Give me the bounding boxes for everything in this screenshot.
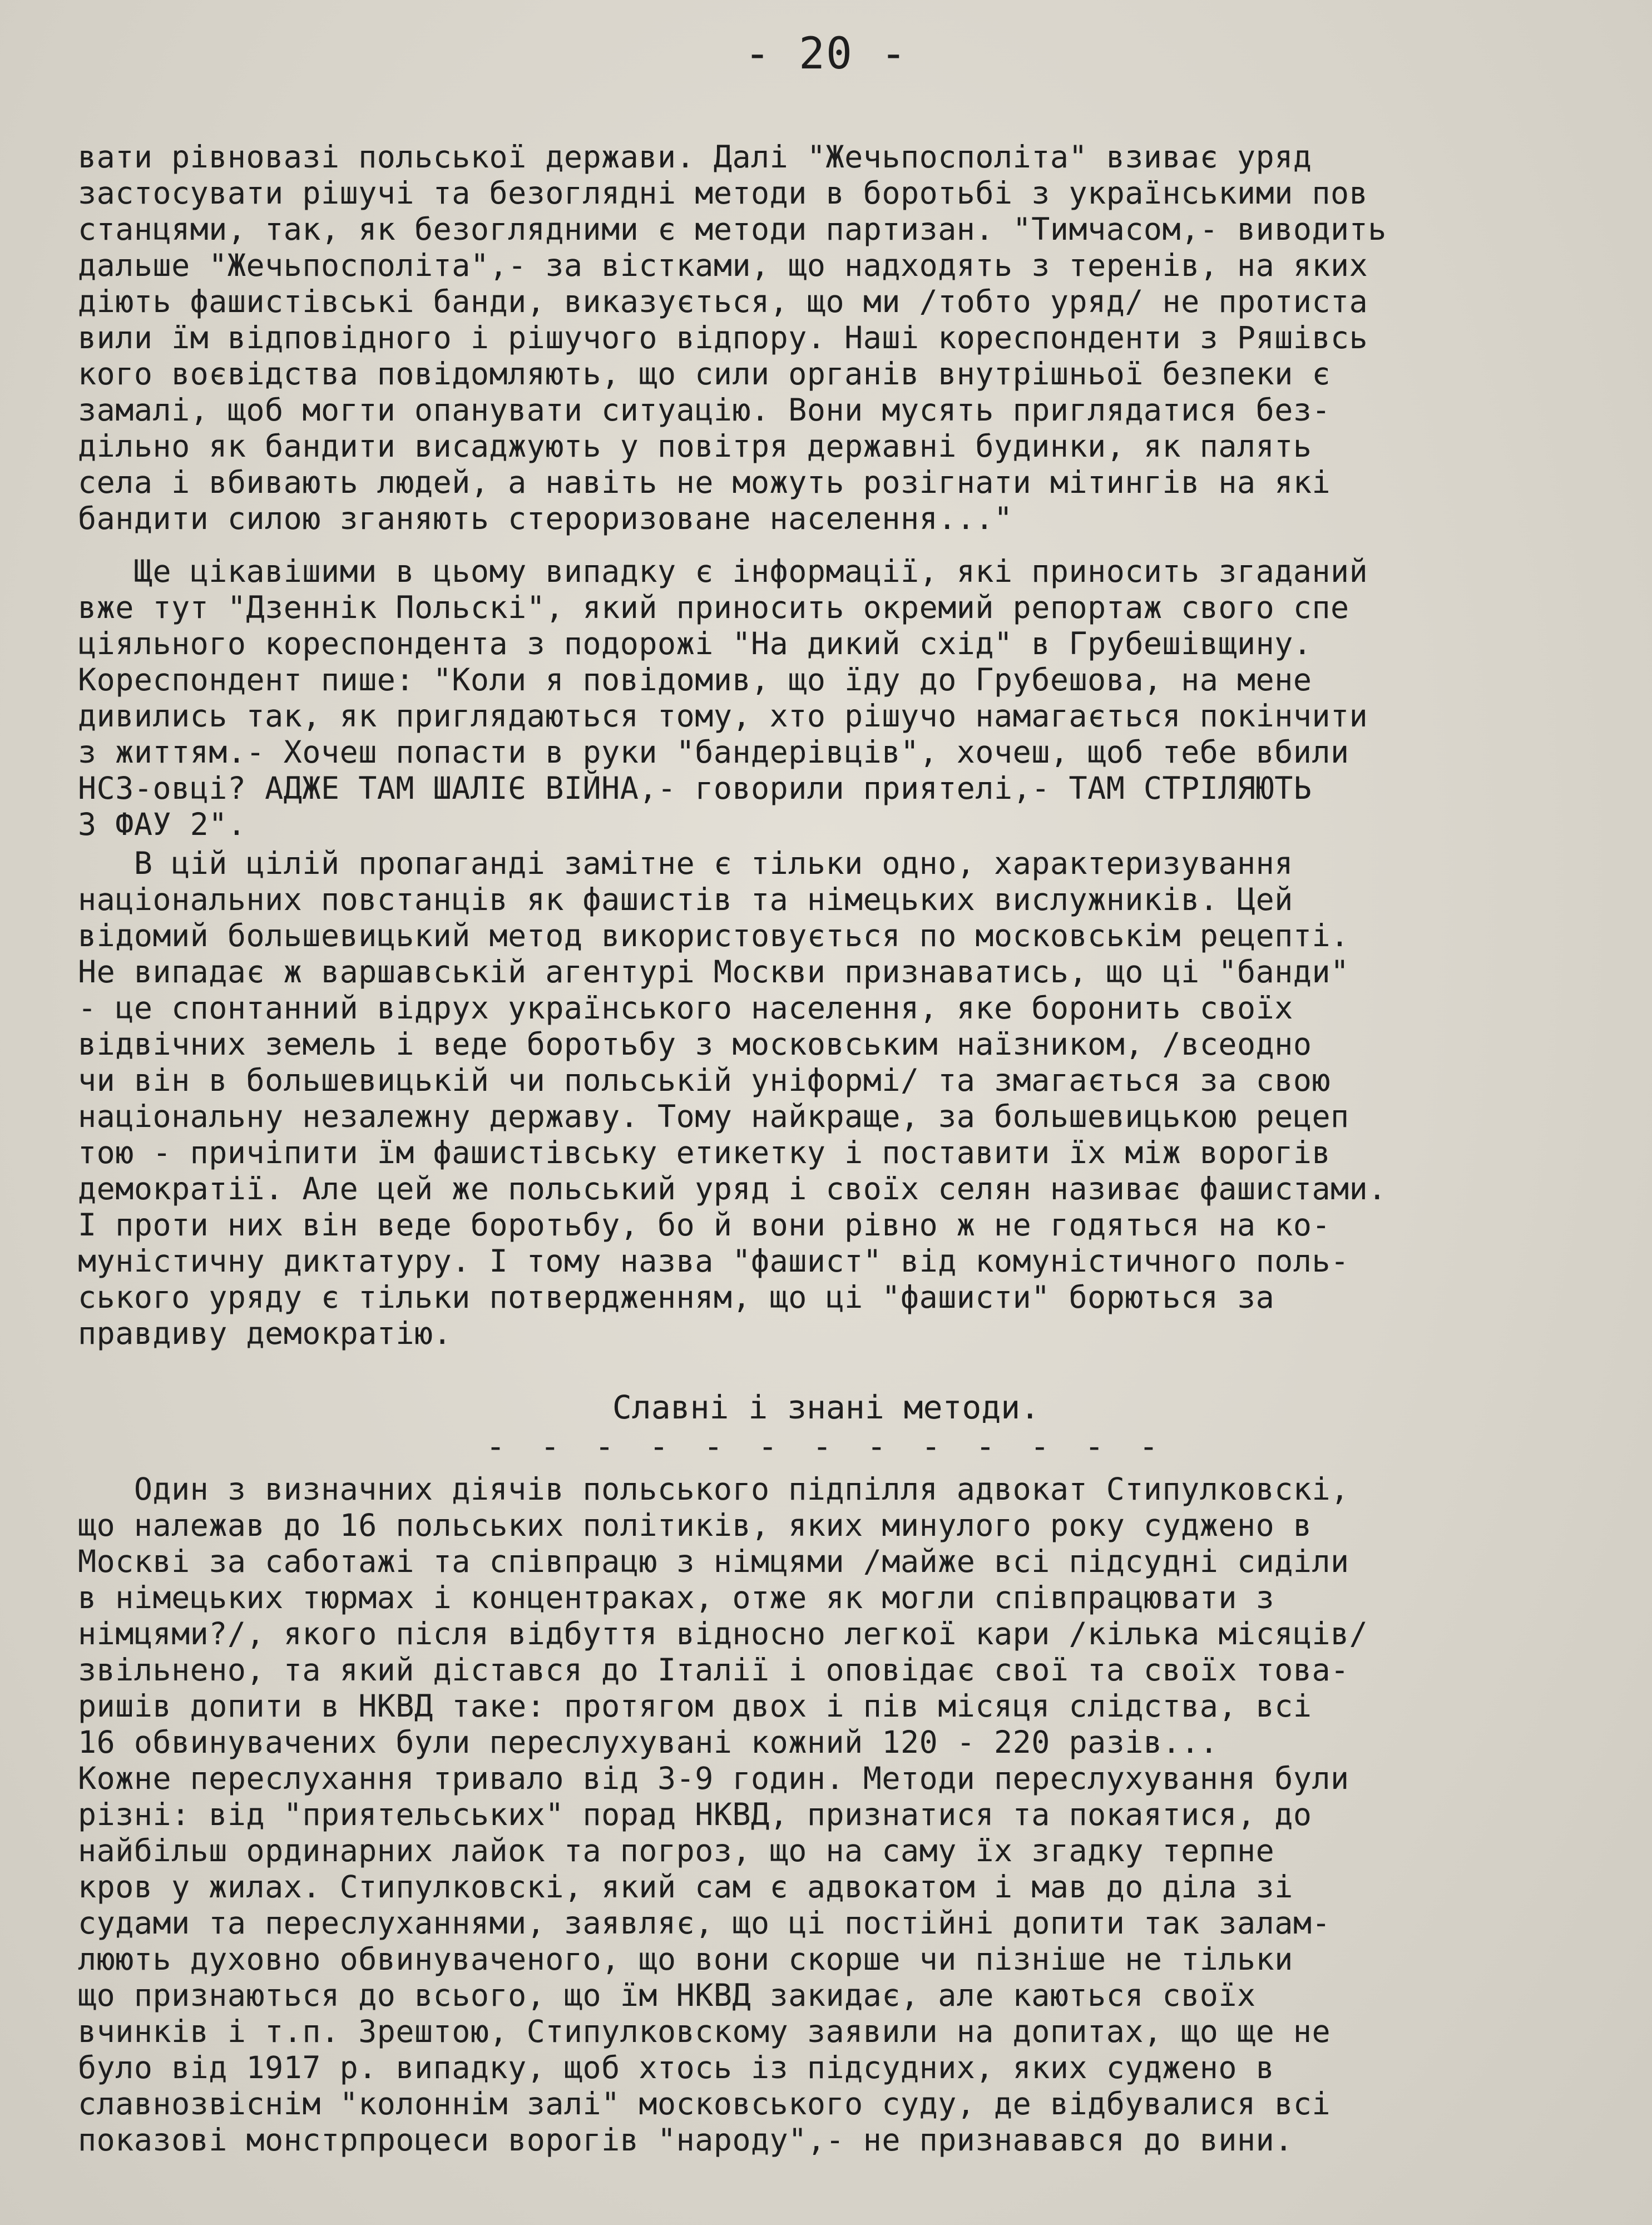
text-line: ришів допити в НКВД таке: протягом двох і пів місяця слідства, всі xyxy=(78,1688,1312,1724)
text-line: вчинків і т.п. Зрештою, Стипулковскому заявили на допитах, що ще не xyxy=(78,2014,1331,2049)
text-line: правдиву демократію. xyxy=(78,1316,452,1351)
text-line: було від 1917 р. випадку, щоб хтось із підсудних, яких суджено в xyxy=(78,2050,1275,2085)
text-line: судами та переслуханнями, заявляє, що ці постійні допити так залам- xyxy=(78,1905,1331,1941)
text-line: національну незалежну державу. Тому найкраще, за большевицькою рецеп xyxy=(78,1099,1349,1134)
text-line: з життям.- Хочеш попасти в руки "бандерівців", хочеш, щоб тебе вбили xyxy=(78,734,1349,770)
section-heading: Славні і знані методи. xyxy=(612,1388,1040,1426)
text-line: німцями?/, якого після відбуття відносно легкої кари /кілька місяців/ xyxy=(78,1616,1368,1652)
text-line: З ФАУ 2". xyxy=(78,807,246,842)
text-line: що признаються до всього, що їм НКВД закидає, але каються своїх xyxy=(78,1977,1256,2013)
text-line: ціяльного кореспондента з подорожі "На дикий схід" в Грубешівщину. xyxy=(78,626,1312,661)
text-line: відвічних земель і веде боротьбу з московським наїзником, /всеодно xyxy=(78,1026,1312,1062)
text-line: І проти них він веде боротьбу, бо й вони рівно ж не годяться на ко- xyxy=(78,1207,1331,1243)
text-line: ського уряду є тільки потвердженням, що ці "фашисти" борються за xyxy=(78,1279,1275,1315)
text-line: вили їм відповідного і рішучого відпору. Наші кореспонденти з Ряшівсь xyxy=(78,320,1368,355)
text-line: вже тут "Дзеннік Польскі", який приносить окремий репортаж свого спе xyxy=(78,590,1349,625)
text-line: різні: від "приятельських" порад НКВД, признатися та покаятися, до xyxy=(78,1797,1312,1832)
text-line: - це спонтанний відрух українського населення, яке боронить своїх xyxy=(78,990,1293,1026)
paragraph-3 xyxy=(78,846,1591,1352)
text-line: тою - причіпити їм фашистівську етикетку і поставити їх між ворогів xyxy=(78,1135,1331,1170)
text-line: застосувати рішучі та безоглядні методи в боротьбі з українськими пов xyxy=(78,175,1368,211)
text-line: що належав до 16 польських політиків, яких минулого року суджено в xyxy=(78,1507,1312,1543)
text-line: станцями, так, як безоглядними є методи партизан. "Тимчасом,- виводить xyxy=(78,211,1387,247)
text-line: Один з визначних діячів польського підпілля адвокат Стипулковскі, xyxy=(78,1471,1349,1507)
text-line: кого воєвідства повідомляють, що сили органів внутрішньої безпеки є xyxy=(78,356,1331,392)
text-line: чи він в большевицькій чи польській уніформі/ та змагається за свою xyxy=(78,1062,1331,1098)
page-number: - 20 - xyxy=(744,29,908,79)
text-line: села і вбивають людей, а навіть не можуть розігнати мітингів на які xyxy=(78,464,1331,500)
text-line: НСЗ-овці? АДЖЕ ТАМ ШАЛІЄ ВІЙНА,- говорили приятелі,- ТАМ СТРІЛЯЮТЬ xyxy=(78,770,1312,806)
paragraph-4 xyxy=(78,1471,1591,2158)
text-line: славнозвіснім "колоннім залі" московського суду, де відбувалися всі xyxy=(78,2086,1331,2122)
text-line: замалі, щоб могти опанувати ситуацію. Вони мусять приглядатися без- xyxy=(78,392,1331,428)
text-line: діють фашистівські банди, виказується, що ми /тобто уряд/ не протиста xyxy=(78,284,1368,319)
text-line: показові монстрпроцеси ворогів "народу",- не признавався до вини. xyxy=(78,2122,1293,2158)
text-line: 16 обвинувачених були переслухувані кожний 120 - 220 разів... xyxy=(78,1724,1219,1760)
text-line: люють духовно обвинуваченого, що вони скорше чи пізніше не тільки xyxy=(78,1941,1293,1977)
paragraph-2 xyxy=(78,553,1591,843)
text-line: кров у жилах. Стипулковскі, який сам є адвокатом і мав до діла зі xyxy=(78,1869,1293,1905)
text-line: демократії. Але цей же польський уряд і своїх селян називає фашистами. xyxy=(78,1171,1387,1207)
text-line: дільно як бандити висаджують у повітря державні будинки, як палять xyxy=(78,428,1312,464)
text-line: відомий большевицький метод використовується по московськім рецепті. xyxy=(78,918,1349,953)
text-line: дальше "Жечьпосполіта",- за вістками, що надходять з теренів, на яких xyxy=(78,248,1368,283)
text-line: Ще цікавішими в цьому випадку є інформації, які приносить згаданий xyxy=(78,553,1368,589)
text-line: Кожне переслухання тривало від 3-9 годин. Методи переслухування були xyxy=(78,1761,1349,1796)
text-line: муністичну диктатуру. І тому назва "фашист" від комуністичного поль- xyxy=(78,1243,1349,1279)
text-line: національних повстанців як фашистів та німецьких вислужників. Цей xyxy=(78,882,1293,917)
text-line: Москві за саботажі та співпрацю з німцями /майже всі підсудні сиділи xyxy=(78,1544,1349,1579)
paragraph-1 xyxy=(78,139,1591,537)
text-line: звільнено, та який дістався до Італії і оповідає свої та своїх това- xyxy=(78,1652,1349,1688)
text-line: В цій цілій пропаганді замітне є тільки одно, характеризування xyxy=(78,846,1293,881)
text-line: бандити силою зганяють стероризоване населення..." xyxy=(78,501,1013,536)
text-line: вати рівновазі польської держави. Далі "Жечьпосполіта" взиває уряд xyxy=(78,139,1312,175)
text-line: в німецьких тюрмах і концентраках, отже як могли співпрацювати з xyxy=(78,1580,1275,1615)
text-line: найбільш ординарних лайок та погроз, що на саму їх згадку терпне xyxy=(78,1833,1275,1868)
text-line: Кореспондент пише: "Коли я повідомив, що їду до Грубешова, на мене xyxy=(78,662,1312,698)
heading-underline: - - - - - - - - - - - - - xyxy=(486,1427,1166,1465)
text-line: Не випадає ж варшавській агентурі Москви признаватись, що ці "банди" xyxy=(78,954,1349,990)
text-line: дивились так, як приглядаються тому, хто рішучо намагається покінчити xyxy=(78,698,1368,734)
